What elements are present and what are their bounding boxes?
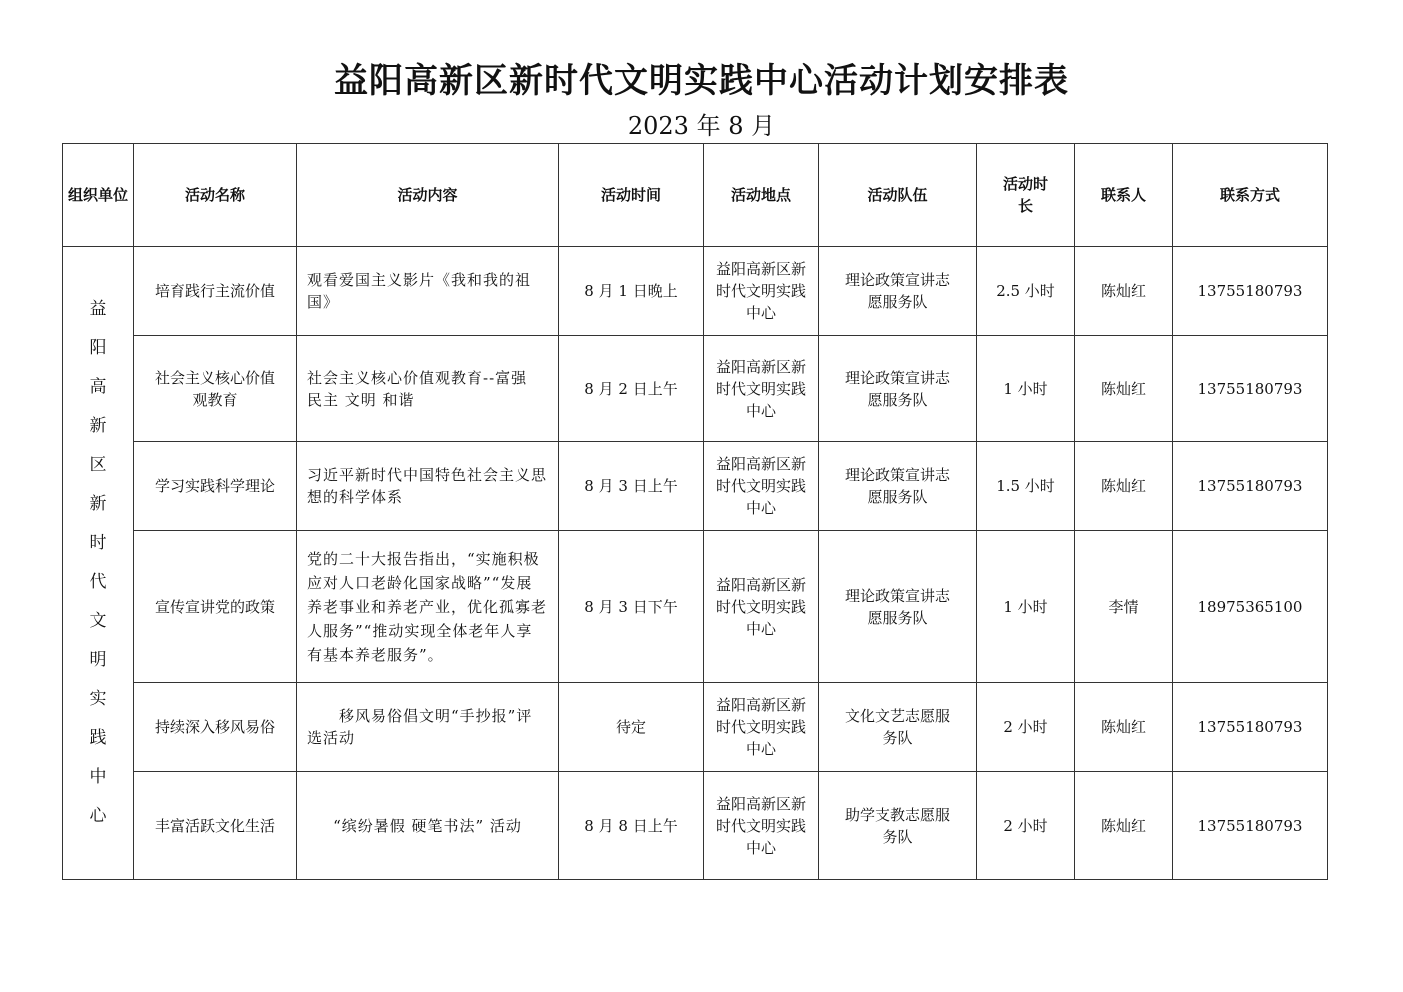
activity-team: 助学支教志愿服务队 [819,772,977,880]
header-content: 活动内容 [297,144,559,247]
header-contact-person: 联系人 [1075,144,1173,247]
activity-duration: 2.5 小时 [977,247,1075,336]
contact-person: 陈灿红 [1075,442,1173,531]
activity-content-cell [297,683,559,772]
table-row [63,683,1328,772]
header-name: 活动名称 [134,144,297,247]
header-team: 活动队伍 [819,144,977,247]
activity-name: 社会主义核心价值观教育 [134,336,297,442]
activity-time: 8 月 8 日上午 [559,772,704,880]
table-row [63,247,1328,336]
table-header-row [63,144,1328,247]
activity-content: 移风易俗倡文明“手抄报”评选活动 [307,707,533,747]
activity-duration: 1 小时 [977,531,1075,683]
org-name: 益阳高新区新时代文明实践中心 [89,299,107,826]
contact-person: 陈灿红 [1075,683,1173,772]
contact-phone: 13755180793 [1173,247,1328,336]
activity-name: 持续深入移风易俗 [134,683,297,772]
activity-duration: 2 小时 [977,772,1075,880]
page-subtitle-date: 2023 年 8 月 [627,112,776,140]
org-cell [63,247,134,880]
activity-plan-table [62,143,1328,880]
activity-duration: 1 小时 [977,336,1075,442]
header-org: 组织单位 [63,144,134,247]
contact-person: 陈灿红 [1075,772,1173,880]
activity-content: 党的二十大报告指出，“实施积极应对人口老龄化国家战略”“发展养老事业和养老产业，优化孤寡老人服务”“推动实现全体老年人享有基本养老服务”。 [297,531,559,683]
contact-person: 陈灿红 [1075,247,1173,336]
activity-location: 益阳高新区新时代文明实践中心 [704,683,819,772]
activity-time: 8 月 1 日晚上 [559,247,704,336]
activity-location: 益阳高新区新时代文明实践中心 [704,442,819,531]
activity-location: 益阳高新区新时代文明实践中心 [704,531,819,683]
header-location: 活动地点 [704,144,819,247]
activity-team: 理论政策宣讲志愿服务队 [819,442,977,531]
contact-phone: 13755180793 [1173,336,1328,442]
activity-team: 理论政策宣讲志愿服务队 [819,531,977,683]
page-title: 益阳高新区新时代文明实践中心活动计划安排表 [334,61,1069,101]
table-row [63,442,1328,531]
header-duration: 活动时长 [977,144,1075,247]
contact-phone: 18975365100 [1173,531,1328,683]
activity-location: 益阳高新区新时代文明实践中心 [704,247,819,336]
activity-time: 8 月 3 日下午 [559,531,704,683]
activity-content: 习近平新时代中国特色社会主义思想的科学体系 [297,442,559,531]
activity-time: 8 月 2 日上午 [559,336,704,442]
activity-content: 社会主义核心价值观教育--富强 民主 文明 和谐 [297,336,559,442]
header-time: 活动时间 [559,144,704,247]
table-row [63,336,1328,442]
activity-team: 理论政策宣讲志愿服务队 [819,336,977,442]
activity-name: 培育践行主流价值 [134,247,297,336]
contact-person: 陈灿红 [1075,336,1173,442]
activity-duration: 1.5 小时 [977,442,1075,531]
activity-team: 理论政策宣讲志愿服务队 [819,247,977,336]
activity-location: 益阳高新区新时代文明实践中心 [704,336,819,442]
contact-phone: 13755180793 [1173,772,1328,880]
activity-team: 文化文艺志愿服务队 [819,683,977,772]
contact-person: 李情 [1075,531,1173,683]
contact-phone: 13755180793 [1173,442,1328,531]
activity-name: 宣传宣讲党的政策 [134,531,297,683]
contact-phone: 13755180793 [1173,683,1328,772]
activity-location: 益阳高新区新时代文明实践中心 [704,772,819,880]
activity-name: 学习实践科学理论 [134,442,297,531]
activity-name: 丰富活跃文化生活 [134,772,297,880]
activity-time: 8 月 3 日上午 [559,442,704,531]
activity-time: 待定 [559,683,704,772]
activity-content: 观看爱国主义影片《我和我的祖国》 [297,247,559,336]
table-row [63,531,1328,683]
table-row [63,772,1328,880]
header-contact-phone: 联系方式 [1173,144,1328,247]
activity-duration: 2 小时 [977,683,1075,772]
activity-content: “缤纷暑假 硬笔书法” 活动 [297,772,559,880]
